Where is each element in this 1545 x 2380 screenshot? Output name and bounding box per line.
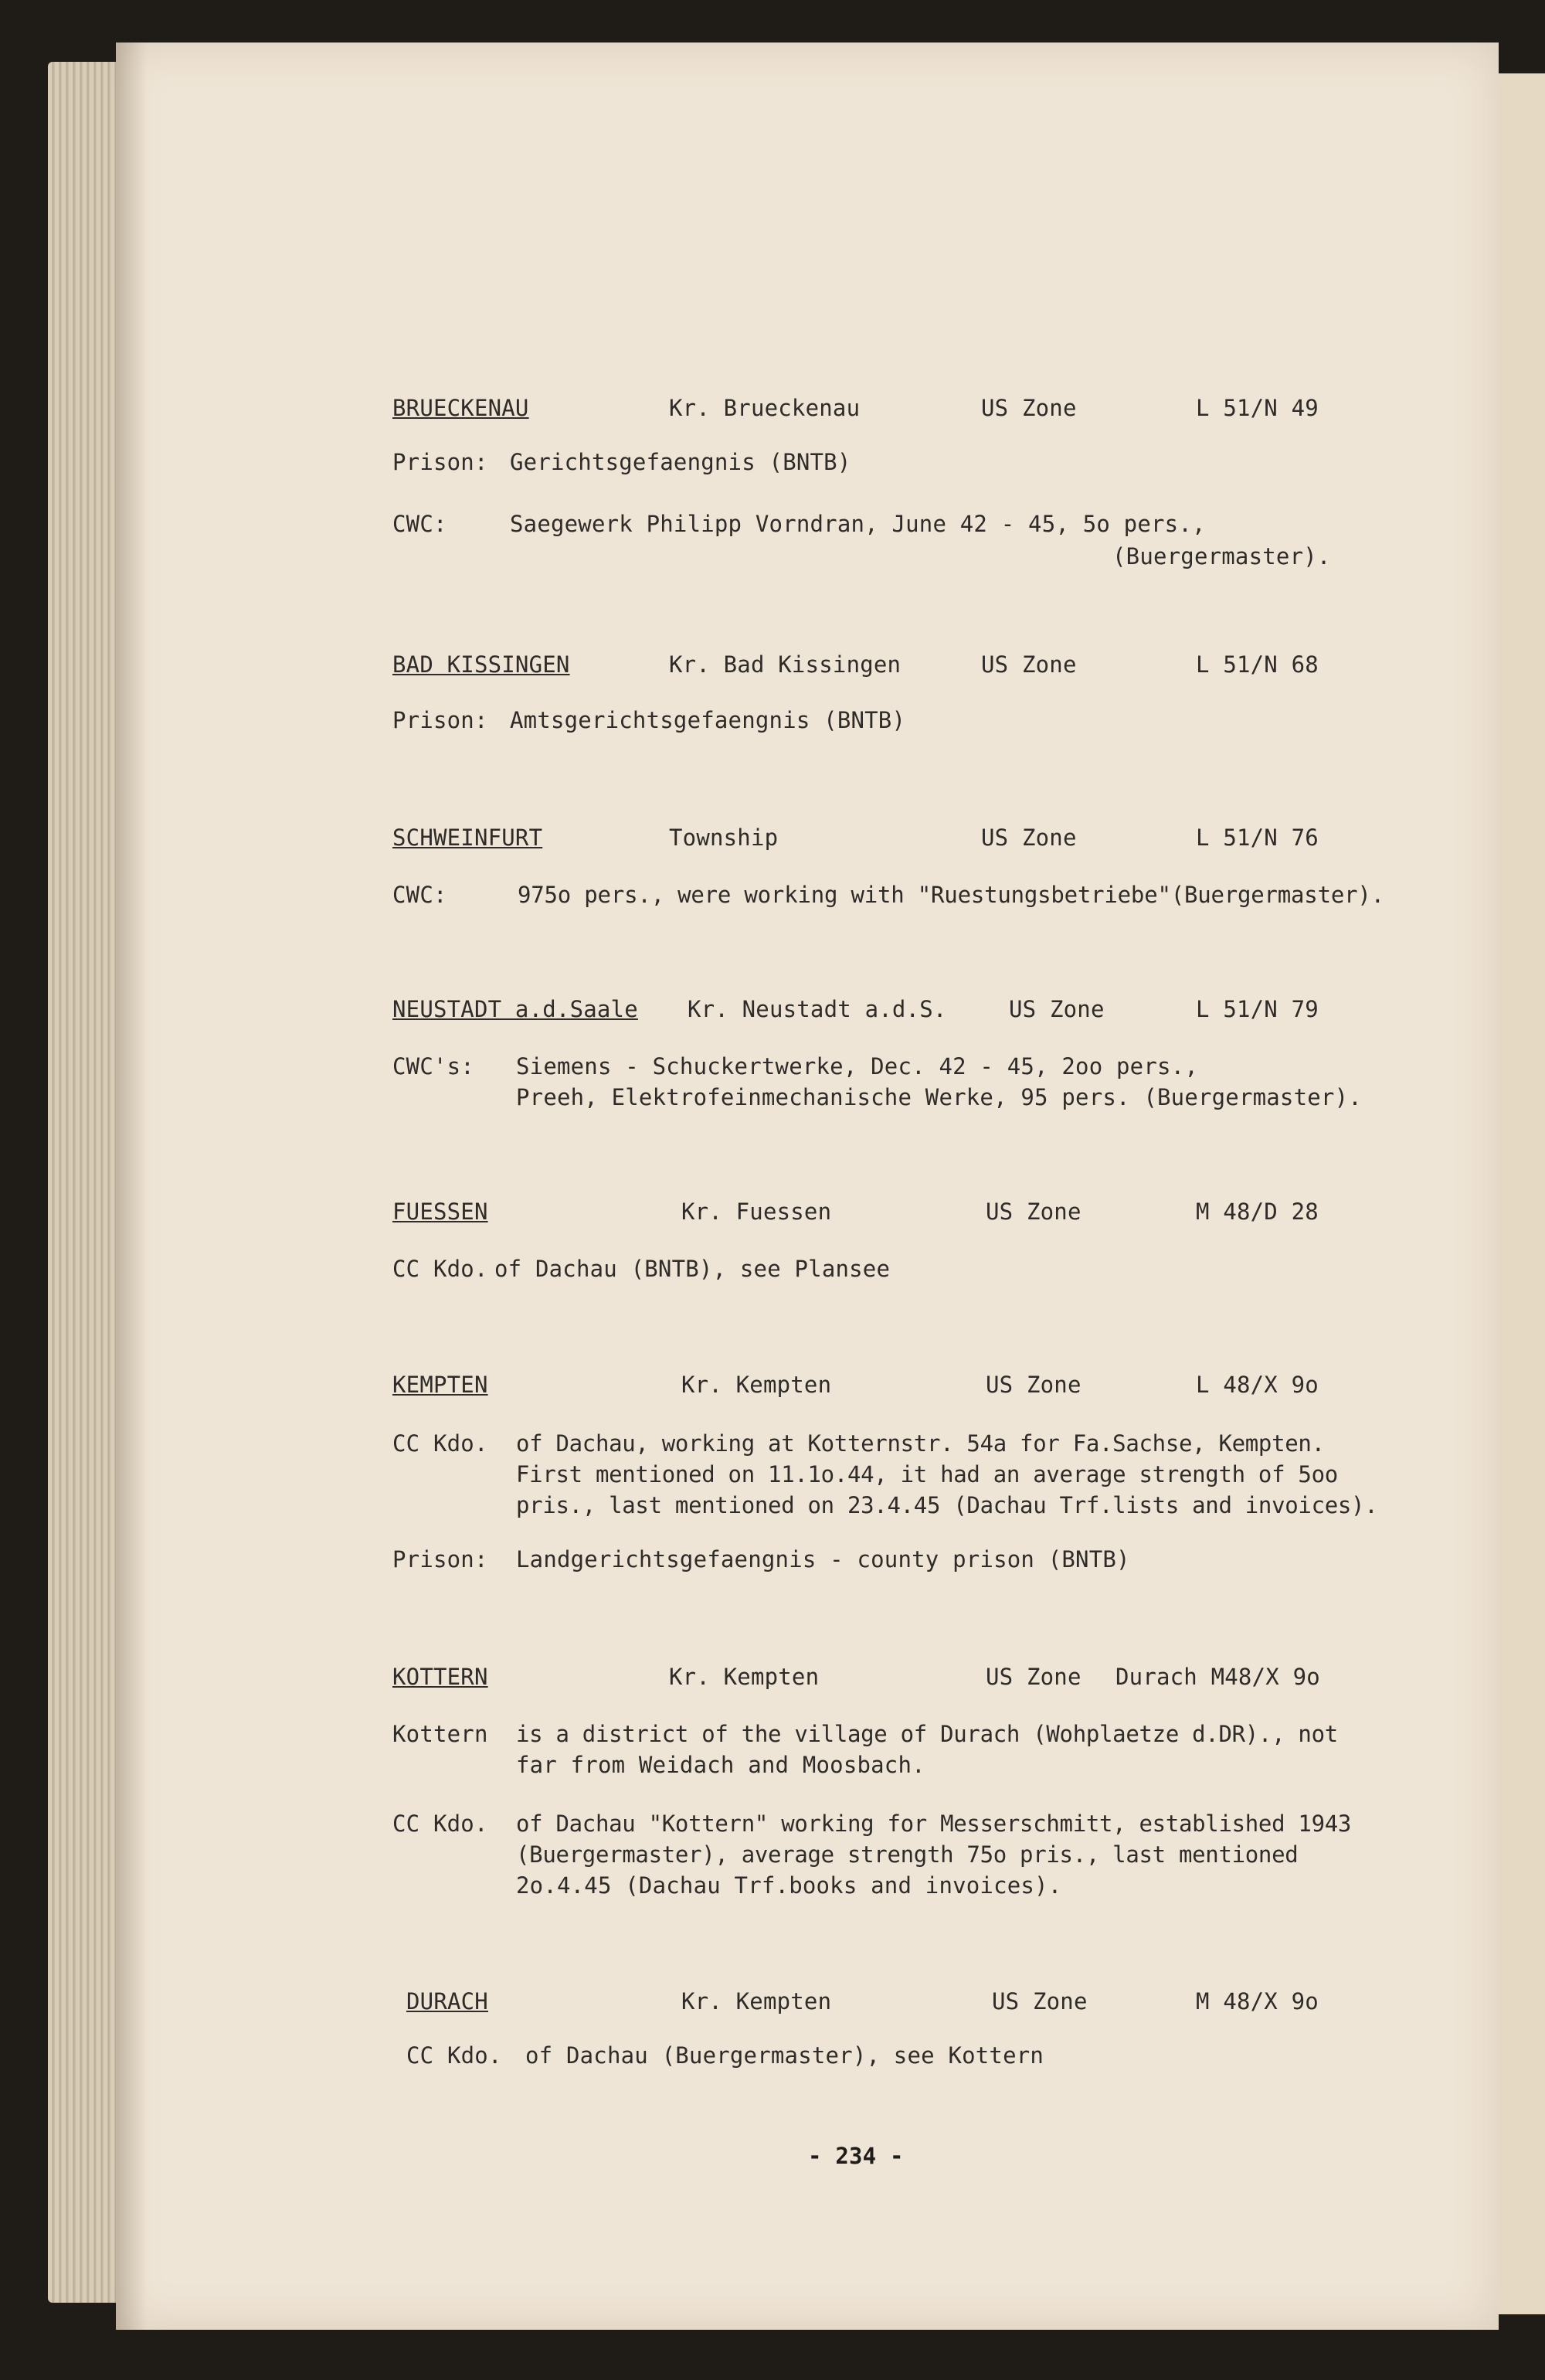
entry-label: CC Kdo. — [392, 1256, 488, 1282]
place-name: FUESSEN — [392, 1198, 488, 1225]
map-reference: Durach M48/X 9o — [1115, 1664, 1320, 1690]
entry-text: (Buergermaster). — [1112, 543, 1331, 570]
entry-label: CWC: — [392, 882, 447, 908]
zone: US Zone — [986, 1198, 1082, 1225]
entry-text: Preeh, Elektrofeinmechanische Werke, 95 pers. (Buergermaster). — [516, 1084, 1362, 1110]
entry-text: 2o.4.45 (Dachau Trf.books and invoices). — [516, 1872, 1062, 1899]
zone: US Zone — [981, 651, 1077, 678]
district: Kr. Fuessen — [681, 1198, 832, 1225]
entry-text: of Dachau (BNTB), see Plansee — [494, 1256, 891, 1282]
district: Kr. Kempten — [681, 1988, 832, 2014]
entry-text: of Dachau (Buergermaster), see Kottern — [525, 2042, 1044, 2069]
place-name: BAD KISSINGEN — [392, 651, 570, 678]
zone: US Zone — [992, 1988, 1088, 2014]
zone: US Zone — [986, 1664, 1082, 1690]
entry-text: Gerichtsgefaengnis (BNTB) — [510, 449, 851, 475]
entry-label: CWC's: — [392, 1053, 474, 1080]
district: Township — [669, 824, 779, 851]
place-name: SCHWEINFURT — [392, 824, 543, 851]
entry-label: Prison: — [392, 707, 488, 733]
place-name: DURACH — [406, 1988, 488, 2014]
entry-label: CWC: — [392, 511, 447, 537]
spine-shadow — [116, 42, 147, 2330]
district: Kr. Kempten — [669, 1664, 820, 1690]
entry-text: Amtsgerichtsgefaengnis (BNTB) — [510, 707, 906, 733]
zone: US Zone — [981, 824, 1077, 851]
district: Kr. Bad Kissingen — [669, 651, 902, 678]
entry-label: Kottern — [392, 1721, 488, 1747]
entry-text: is a district of the village of Durach (Wohplaetze d.DR)., not — [516, 1721, 1338, 1747]
entry-label: CC Kdo. — [392, 1810, 488, 1837]
place-name: BRUECKENAU — [392, 395, 529, 421]
entry-label: CC Kdo. — [392, 1430, 488, 1457]
zone: US Zone — [1009, 996, 1105, 1022]
map-reference: M 48/D 28 — [1196, 1198, 1319, 1225]
entry-text: 975o pers., were working with "Ruestungsbetriebe"(Buergermaster). — [518, 882, 1384, 908]
zone: US Zone — [981, 395, 1077, 421]
map-reference: L 51/N 76 — [1196, 824, 1319, 851]
map-reference: L 51/N 68 — [1196, 651, 1319, 678]
district: Kr. Brueckenau — [669, 395, 861, 421]
entry-text: of Dachau, working at Kotternstr. 54a for Fa.Sachse, Kempten. — [516, 1430, 1325, 1457]
entry-text: Siemens - Schuckertwerke, Dec. 42 - 45, 2oo pers., — [516, 1053, 1198, 1080]
entry-text: First mentioned on 11.1o.44, it had an average strength of 5oo — [516, 1461, 1338, 1488]
place-name: NEUSTADT a.d.Saale — [392, 996, 638, 1022]
entry-text: Landgerichtsgefaengnis - county prison (BNTB) — [516, 1546, 1130, 1572]
map-reference: L 51/N 49 — [1196, 395, 1319, 421]
map-reference: L 48/X 9o — [1196, 1372, 1319, 1398]
zone: US Zone — [986, 1372, 1082, 1398]
map-reference: L 51/N 79 — [1196, 996, 1319, 1022]
page-number: - 234 - — [808, 2143, 904, 2169]
map-reference: M 48/X 9o — [1196, 1988, 1319, 2014]
entry-text: far from Weidach and Moosbach. — [516, 1752, 925, 1778]
entry-label: Prison: — [392, 449, 488, 475]
district: Kr. Neustadt a.d.S. — [688, 996, 947, 1022]
entry-label: Prison: — [392, 1546, 488, 1572]
entry-text: Saegewerk Philipp Vorndran, June 42 - 45, 5o pers., — [510, 511, 1206, 537]
entry-label: CC Kdo. — [406, 2042, 502, 2069]
entry-text: (Buergermaster), average strength 75o pris., last mentioned — [516, 1841, 1299, 1868]
district: Kr. Kempten — [681, 1372, 832, 1398]
entry-text: of Dachau "Kottern" working for Messerschmitt, established 1943 — [516, 1810, 1352, 1837]
entry-text: pris., last mentioned on 23.4.45 (Dachau Trf.lists and invoices). — [516, 1492, 1378, 1518]
next-page-edge — [1497, 73, 1545, 2314]
place-name: KOTTERN — [392, 1664, 488, 1690]
place-name: KEMPTEN — [392, 1372, 488, 1398]
